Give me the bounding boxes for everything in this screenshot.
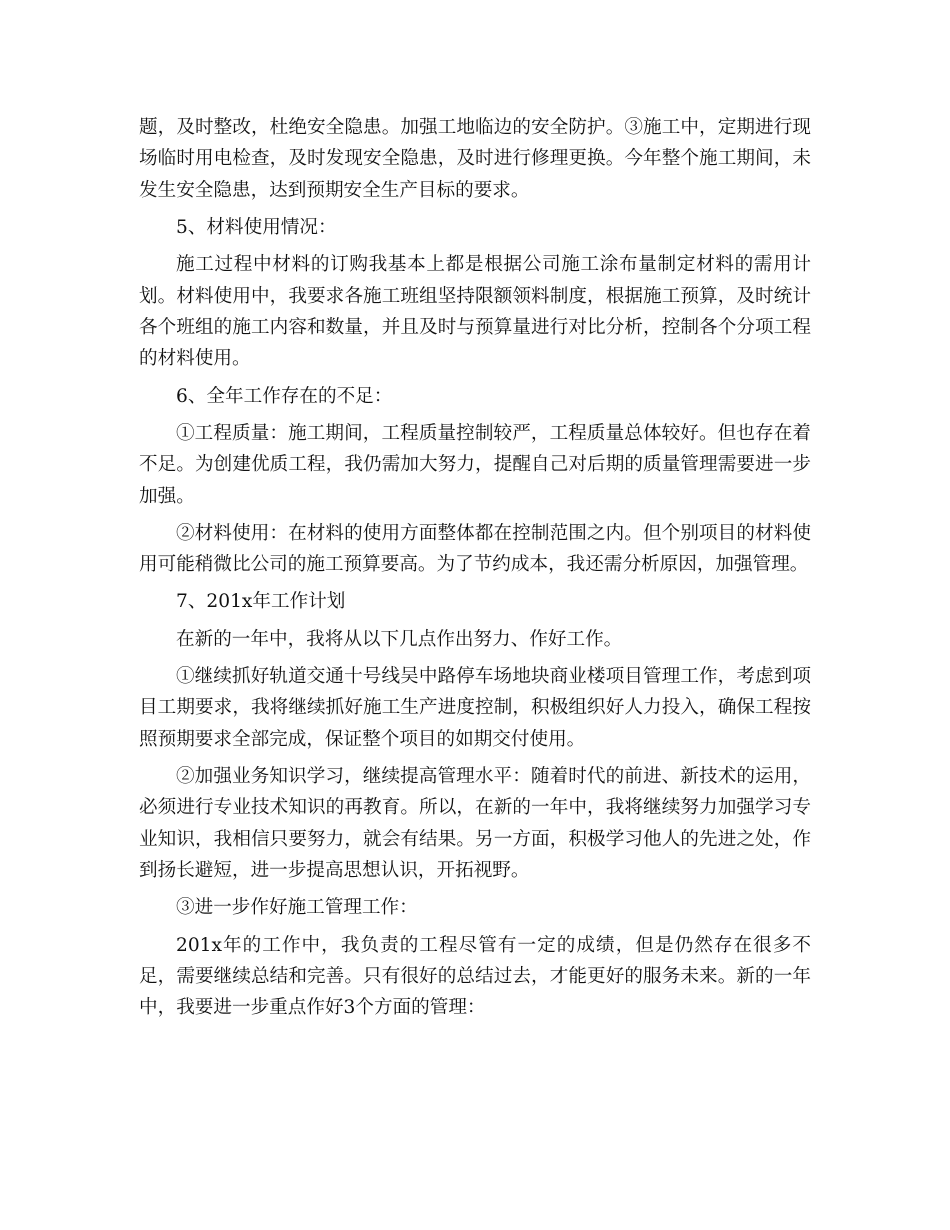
paragraph-quality-shortcoming: ①工程质量：施工期间，工程质量控制较严，工程质量总体较好。但也存在着不足。为创建优质工程，我仍需加大努力，提醒自己对后期的质量管理需要进一步加强。 — [139, 422, 811, 507]
document-body — [139, 112, 811, 1030]
paragraph-material-usage: 施工过程中材料的订购我基本上都是根据公司施工涂布量制定材料的需用计划。材料使用中，我要求各施工班组坚持限额领料制度，根据施工预算，及时统计各个班组的施工内容和数量，并且及时与预算量进行对比分析，控制各个分项工程的材料使用。 — [139, 254, 811, 370]
paragraph-safety-continued: 题，及时整改，杜绝安全隐患。加强工地临边的安全防护。③施工中，定期进行现场临时用电检查，及时发现安全隐患，及时进行修理更换。今年整个施工期间，未发生安全隐患，达到预期安全生产目标的要求。 — [139, 117, 811, 201]
heading-shortcomings: 6、全年工作存在的不足： — [176, 385, 393, 407]
paragraph-plan-learning: ②加强业务知识学习，继续提高管理水平：随着时代的前进、新技术的运用，必须进行专业技术知识的再教育。所以，在新的一年中，我将继续努力加强学习专业知识，我相信只要努力，就会有结果。另一方面，积极学习他人的先进之处，作到扬长避短，进一步提高思想认识，开拓视野。 — [139, 765, 811, 882]
heading-material-usage: 5、材料使用情况： — [176, 217, 337, 239]
paragraph-material-shortcoming: ②材料使用：在材料的使用方面整体都在控制范围之内。但个别项目的材料使用可能稍微比公司的施工预算要高。为了节约成本，我还需分析原因，加强管理。 — [139, 522, 811, 576]
paragraph-construction-management: 201x年的工作中，我负责的工程尽管有一定的成绩，但是仍然存在很多不足，需要继续总结和完善。只有很好的总结过去，才能更好的服务未来。新的一年中，我要进一步重点作好3个方面的管理： — [139, 934, 811, 1019]
paragraph-plan-project-management: ①继续抓好轨道交通十号线吴中路停车场地块商业楼项目管理工作，考虑到项目工期要求，我将继续抓好施工生产进度控制，积极组织好人力投入，确保工程按照预期要求全部完成，保证整个项目的如期交付使用。 — [139, 665, 811, 750]
paragraph-plan-intro: 在新的一年中，我将从以下几点作出努力、作好工作。 — [176, 628, 623, 650]
heading-construction-management: ③进一步作好施工管理工作： — [176, 897, 418, 919]
heading-work-plan: 7、201x年工作计划 — [176, 591, 346, 613]
